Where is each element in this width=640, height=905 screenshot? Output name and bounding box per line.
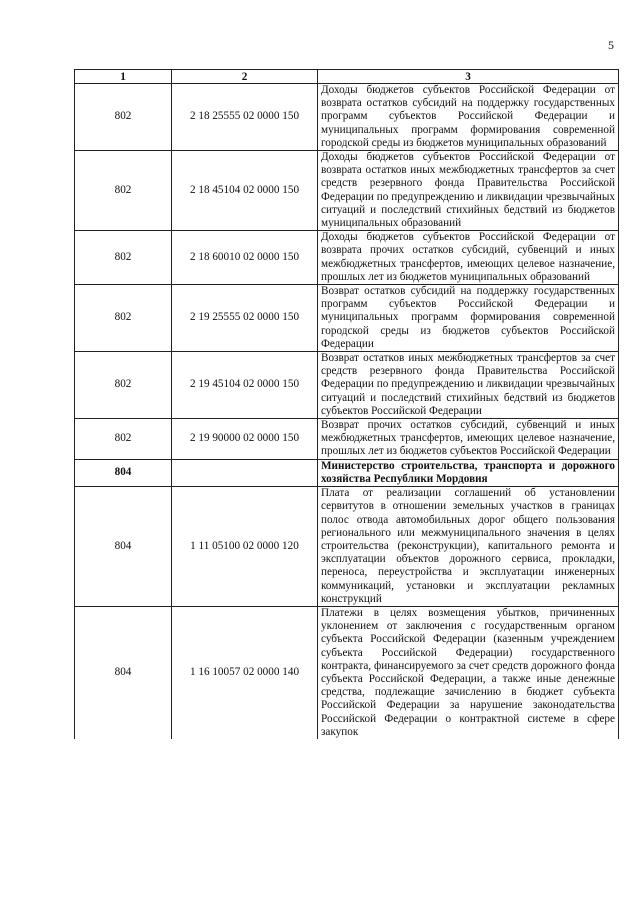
- admin-code-cell: 804: [75, 459, 172, 486]
- table-row: [75, 606, 619, 739]
- table-row: [75, 151, 619, 231]
- table-row: [75, 352, 619, 419]
- table-row: [75, 419, 619, 460]
- revenue-code-cell: 2 19 90000 02 0000 150: [172, 419, 318, 460]
- admin-code-cell: 804: [75, 487, 172, 607]
- revenue-code-cell: 2 18 25555 02 0000 150: [172, 84, 318, 151]
- admin-code-cell: 802: [75, 151, 172, 231]
- revenue-code-cell: 2 19 25555 02 0000 150: [172, 285, 318, 352]
- table-row: [75, 285, 619, 352]
- description-cell: Плата от реализации соглашений об установлении сервитутов в отношении земельных участков в границах полос отвода автомобильных дорог общего пользования регионального или межмуниципального значения в целях строительства (реконструкции), капитального ремонта и эксплуатации объектов дорожного сервиса, прокладки, переноса, переустройства и эксплуатации инженерных коммуникаций, установки и эксплуатации рекламных конструкций: [318, 487, 619, 607]
- description-cell: Возврат остатков иных межбюджетных трансфертов за счет средств резервного фонда Правительства Российской Федерации по предупреждению и ликвидации чрезвычайных ситуаций и последствий стихийных бедствий из бюджетов субъектов Российской Федерации: [318, 352, 619, 419]
- description-cell: Доходы бюджетов субъектов Российской Федерации от возврата остатков иных межбюджетных трансфертов за счет средств резервного фонда Правительства Российской Федерации по предупреждению и ликвидации чрезвычайных ситуаций и последствий стихийных бедствий из бюджетов муниципальных образований: [318, 151, 619, 231]
- ministry-name-cell: Министерство строительства, транспорта и дорожного хозяйства Республики Мордовия: [318, 459, 619, 486]
- revenue-code-cell: [172, 459, 318, 486]
- revenue-code-cell: 2 18 45104 02 0000 150: [172, 151, 318, 231]
- description-cell: Возврат остатков субсидий на поддержку государственных программ субъектов Российской Федерации и муниципальных программ формирования современной городской среды из бюджетов субъектов Российской Федерации: [318, 285, 619, 352]
- table-header-row: [75, 70, 619, 84]
- revenue-code-cell: 2 18 60010 02 0000 150: [172, 231, 318, 285]
- admin-code-cell: 804: [75, 606, 172, 739]
- column-header-2: 2: [172, 70, 318, 84]
- description-cell: Доходы бюджетов субъектов Российской Федерации от возврата прочих остатков субсидий, субвенций и иных межбюджетных трансфертов, имеющих целевое назначение, прошлых лет из бюджетов муниципальных образований: [318, 231, 619, 285]
- description-cell: Платежи в целях возмещения убытков, причиненных уклонением от заключения с государственным органом субъекта Российской Федерации (казенным учреждением субъекта Российской Федерации) государственного контракта, финансируемого за счет средств дорожного фонда субъекта Российской Федерации, а также иные денежные средства, подлежащие зачислению в бюджет субъекта Российской Федерации за нарушение законодательства Российской Федерации о контрактной системе в сфере закупок: [318, 606, 619, 739]
- revenue-codes-table: [74, 69, 619, 739]
- ministry-heading-row: [75, 459, 619, 486]
- table-row: [75, 231, 619, 285]
- revenue-code-cell: 2 19 45104 02 0000 150: [172, 352, 318, 419]
- admin-code-cell: 802: [75, 285, 172, 352]
- revenue-code-cell: 1 16 10057 02 0000 140: [172, 606, 318, 739]
- revenue-code-cell: 1 11 05100 02 0000 120: [172, 487, 318, 607]
- admin-code-cell: 802: [75, 84, 172, 151]
- column-header-3: 3: [318, 70, 619, 84]
- admin-code-cell: 802: [75, 352, 172, 419]
- table-row: [75, 487, 619, 607]
- description-cell: Возврат прочих остатков субсидий, субвенций и иных межбюджетных трансфертов, имеющих целевое назначение, прошлых лет из бюджетов субъектов Российской Федерации: [318, 419, 619, 460]
- page-number: 5: [608, 38, 614, 52]
- admin-code-cell: 802: [75, 231, 172, 285]
- column-header-1: 1: [75, 70, 172, 84]
- admin-code-cell: 802: [75, 419, 172, 460]
- description-cell: Доходы бюджетов субъектов Российской Федерации от возврата остатков субсидий на поддержку государственных программ субъектов Российской Федерации и муниципальных программ формирования современной городской среды из бюджетов муниципальных образований: [318, 84, 619, 151]
- table-row: [75, 84, 619, 151]
